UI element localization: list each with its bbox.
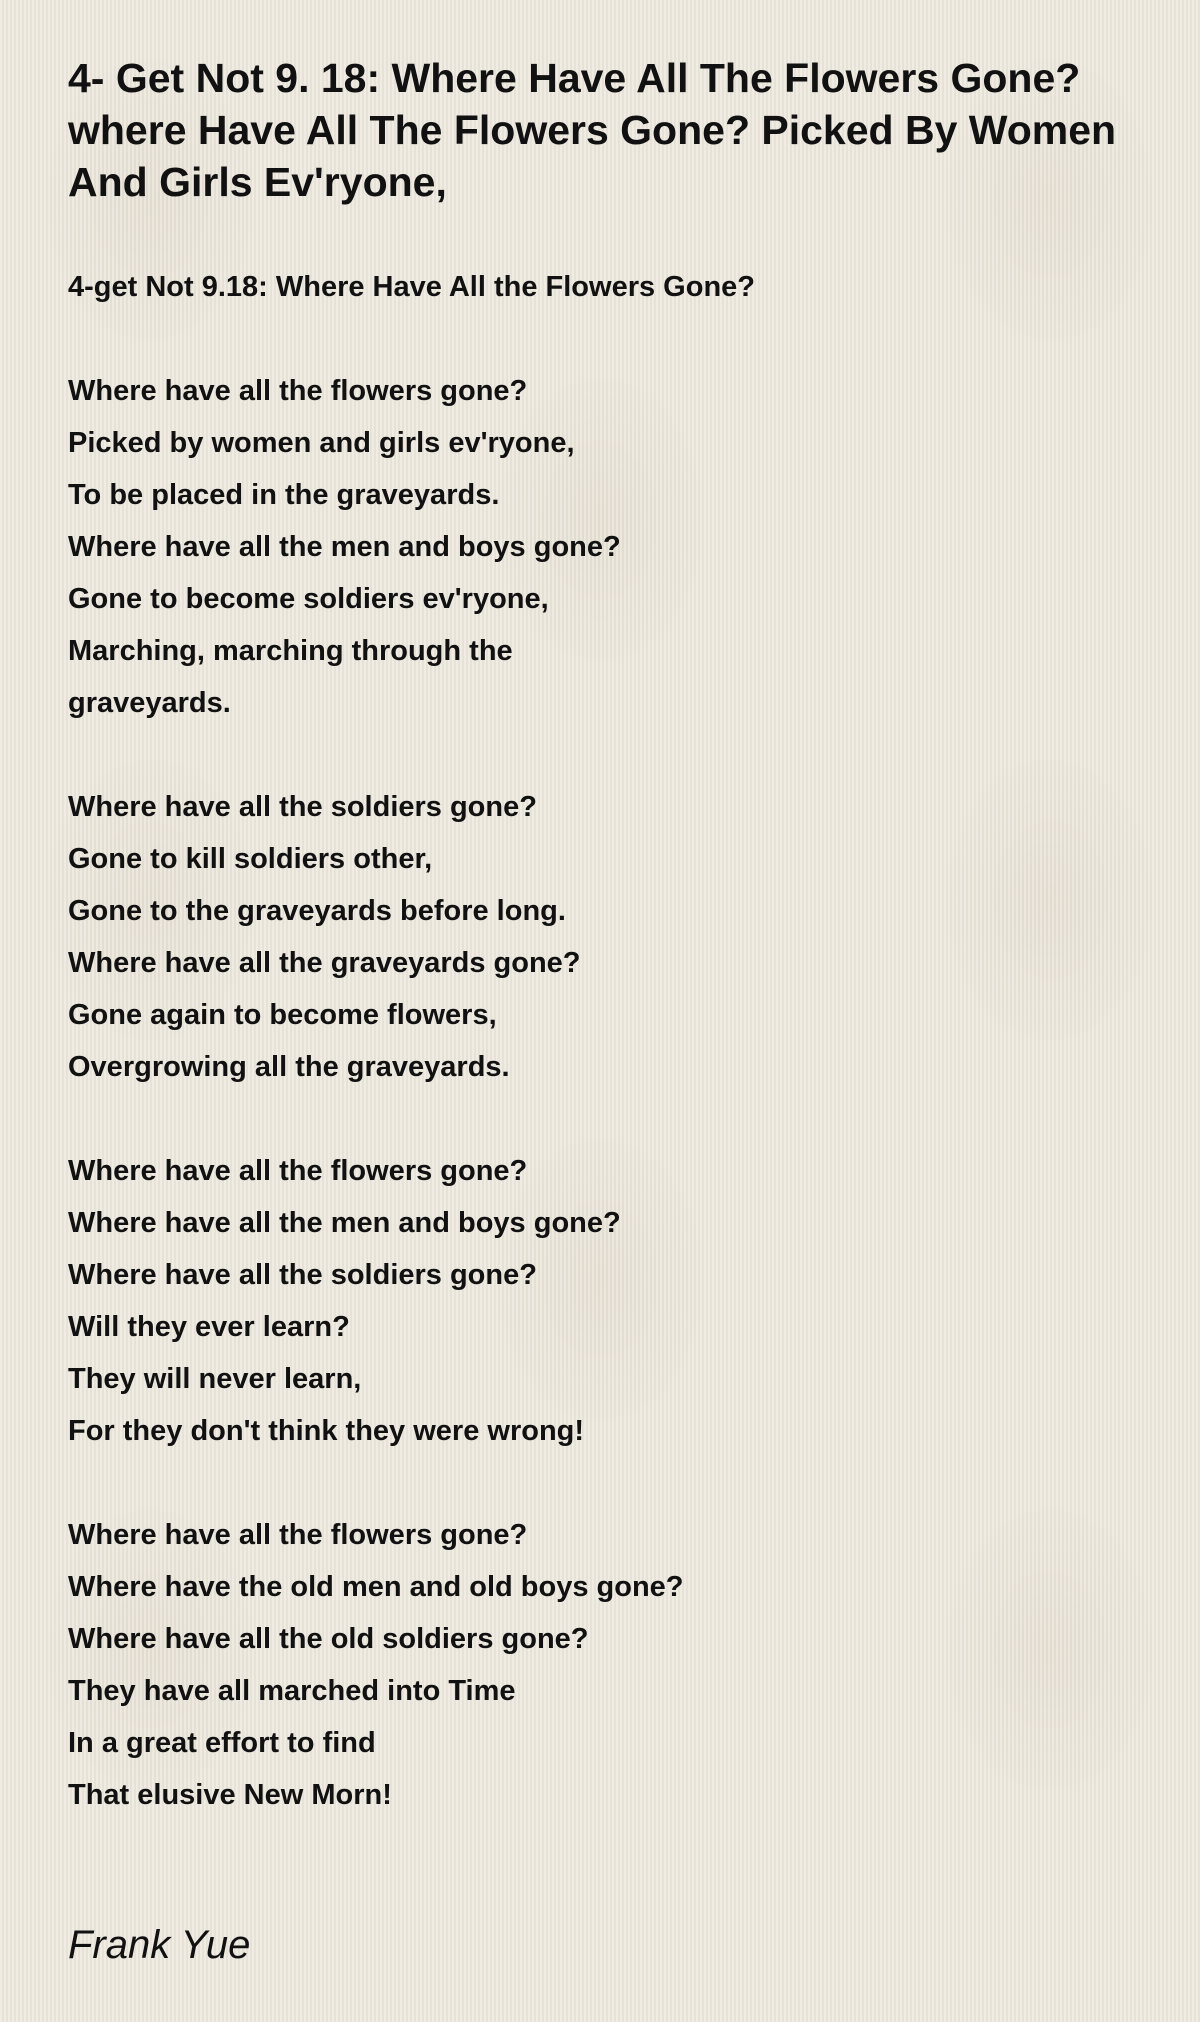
- poem-line: Picked by women and girls ev'ryone,: [68, 427, 575, 459]
- poem-line: Gone to the graveyards before long.: [68, 895, 566, 927]
- poem-body: [68, 261, 1200, 1821]
- poem-line: To be placed in the graveyards.: [68, 479, 500, 511]
- poem-line: Marching, marching through the: [68, 635, 513, 667]
- poem-line: Overgrowing all the graveyards.: [68, 1051, 510, 1083]
- poem-subtitle: 4-get Not 9.18: Where Have All the Flowers Gone?: [68, 271, 756, 303]
- poem-line: Where have the old men and old boys gone?: [68, 1571, 684, 1603]
- poem-title-line-1: 4- Get Not 9. 18: Where Have All The Flowers Gone?: [68, 55, 1081, 101]
- poem-line: graveyards.: [68, 687, 231, 719]
- poem-line: That elusive New Morn!: [68, 1779, 392, 1811]
- poem-line: Where have all the flowers gone?: [68, 1155, 528, 1187]
- poem-line: Where have all the graveyards gone?: [68, 947, 581, 979]
- poem-line: They have all marched into Time: [68, 1675, 516, 1707]
- poem-line: Gone to become soldiers ev'ryone,: [68, 583, 549, 615]
- poem-line: Gone again to become flowers,: [68, 999, 497, 1031]
- poem-line: Where have all the flowers gone?: [68, 1519, 528, 1551]
- poem-title-line-2: where Have All The Flowers Gone? Picked By Women And Girls Ev'ryone,: [68, 107, 1117, 205]
- poem-line: In a great effort to find: [68, 1727, 376, 1759]
- poem-line: Where have all the old soldiers gone?: [68, 1623, 589, 1655]
- poem-line: Where have all the flowers gone?: [68, 375, 528, 407]
- poem-line: Will they ever learn?: [68, 1311, 350, 1343]
- poem-title: [68, 52, 1128, 208]
- stanza-break: [68, 729, 1200, 781]
- poem-line: Where have all the soldiers gone?: [68, 791, 537, 823]
- poem-line: They will never learn,: [68, 1363, 362, 1395]
- poem-line: Where have all the soldiers gone?: [68, 1259, 537, 1291]
- poem-line: Where have all the men and boys gone?: [68, 1207, 621, 1239]
- stanza-break: [68, 1457, 1200, 1509]
- poem-line: Gone to kill soldiers other,: [68, 843, 433, 875]
- poem-line: Where have all the men and boys gone?: [68, 531, 621, 563]
- stanza-break: [68, 313, 1200, 365]
- stanza-break: [68, 1093, 1200, 1145]
- poem-author: Frank Yue: [68, 1923, 251, 1967]
- poem-line: For they don't think they were wrong!: [68, 1415, 585, 1447]
